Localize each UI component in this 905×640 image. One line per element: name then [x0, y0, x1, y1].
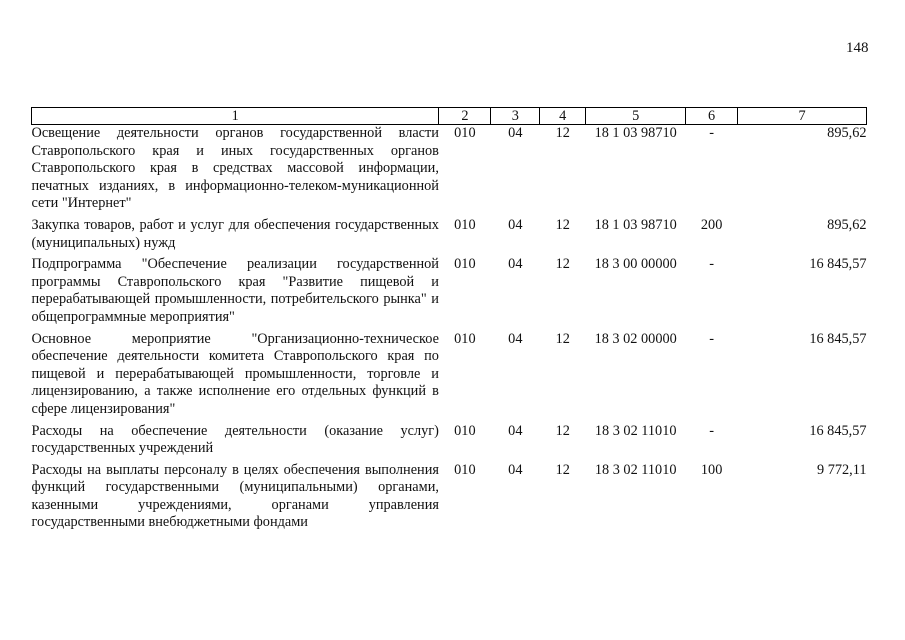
row-col-5: 18 3 02 11010	[594, 461, 677, 478]
row-description: Расходы на выплаты персоналу в целях обеспечения выполнения функций государственными (муниципальными) органами, казенными учреждениями, органами управления государственными внебюджетными фондами	[31, 461, 439, 531]
column-header-7: 7	[738, 108, 867, 125]
row-col-4: 12	[555, 422, 570, 439]
row-col-4: 12	[555, 330, 570, 347]
table-row	[32, 125, 867, 217]
table-row	[32, 217, 867, 256]
row-col-6: -	[709, 125, 714, 141]
row-col-6: -	[709, 422, 714, 439]
row-col-5: 18 3 02 11010	[594, 422, 677, 439]
row-col-7: 16 845,57	[809, 330, 867, 347]
column-header-4: 4	[540, 108, 586, 125]
row-col-7: 9 772,11	[816, 461, 867, 478]
row-col-6: 100	[700, 461, 723, 478]
column-header-1: 1	[32, 108, 439, 125]
row-col-2: 010	[454, 422, 476, 439]
row-col-5: 18 3 02 00000	[594, 330, 677, 347]
row-col-2: 010	[454, 461, 476, 478]
row-col-4: 12	[555, 216, 570, 233]
header-row	[32, 108, 867, 125]
row-col-3: 04	[508, 216, 523, 233]
row-description: Освещение деятельности органов государственной власти Ставропольского края и иных государственных органов Ставропольского края в средствах массовой информации, печатных изданиях, в информационно-телеком-муникационной сети "Интернет"	[31, 125, 439, 212]
row-col-7: 895,62	[827, 125, 867, 141]
row-col-3: 04	[508, 422, 523, 439]
row-col-5: 18 1 03 98710	[594, 216, 677, 233]
table-row	[32, 256, 867, 330]
row-description: Расходы на обеспечение деятельности (оказание услуг) государственных учреждений	[31, 422, 439, 457]
row-col-3: 04	[508, 256, 523, 273]
row-col-4: 12	[555, 125, 570, 141]
row-col-3: 04	[508, 461, 523, 478]
column-header-3: 3	[491, 108, 540, 125]
column-header-2: 2	[439, 108, 491, 125]
row-col-5: 18 1 03 98710	[594, 125, 677, 141]
row-description: Закупка товаров, работ и услуг для обеспечения государственных (муниципальных) нужд	[31, 216, 439, 251]
row-col-2: 010	[454, 125, 476, 141]
row-col-6: 200	[700, 216, 723, 233]
row-col-2: 010	[454, 330, 476, 347]
budget-table	[31, 107, 867, 536]
row-col-5: 18 3 00 00000	[594, 256, 677, 273]
row-col-7: 16 845,57	[809, 256, 867, 273]
table-row	[32, 331, 867, 423]
row-description: Подпрограмма "Обеспечение реализации государственной программы Ставропольского края "Развитие пищевой и перерабатывающей промышленности, потребительского рынка" и общепрограммные мероприятия"	[31, 256, 439, 325]
table-row	[32, 423, 867, 462]
row-col-2: 010	[454, 256, 476, 273]
row-col-6: -	[709, 256, 714, 273]
row-col-4: 12	[555, 256, 570, 273]
table-row	[32, 462, 867, 536]
page-number: 148	[846, 40, 869, 56]
row-description: Основное мероприятие "Организационно-техническое обеспечение деятельности комитета Ставропольского края по пищевой и перерабатывающей промышленности, торговле и лицензированию, а также исполнение его отдельных функций в сфере лицензирования"	[31, 330, 439, 417]
row-col-3: 04	[508, 125, 523, 141]
row-col-7: 895,62	[827, 216, 867, 233]
column-header-6: 6	[686, 108, 738, 125]
row-col-6: -	[709, 330, 714, 347]
column-header-5: 5	[586, 108, 686, 125]
row-col-4: 12	[555, 461, 570, 478]
row-col-2: 010	[454, 216, 476, 233]
row-col-3: 04	[508, 330, 523, 347]
row-col-7: 16 845,57	[809, 422, 867, 439]
